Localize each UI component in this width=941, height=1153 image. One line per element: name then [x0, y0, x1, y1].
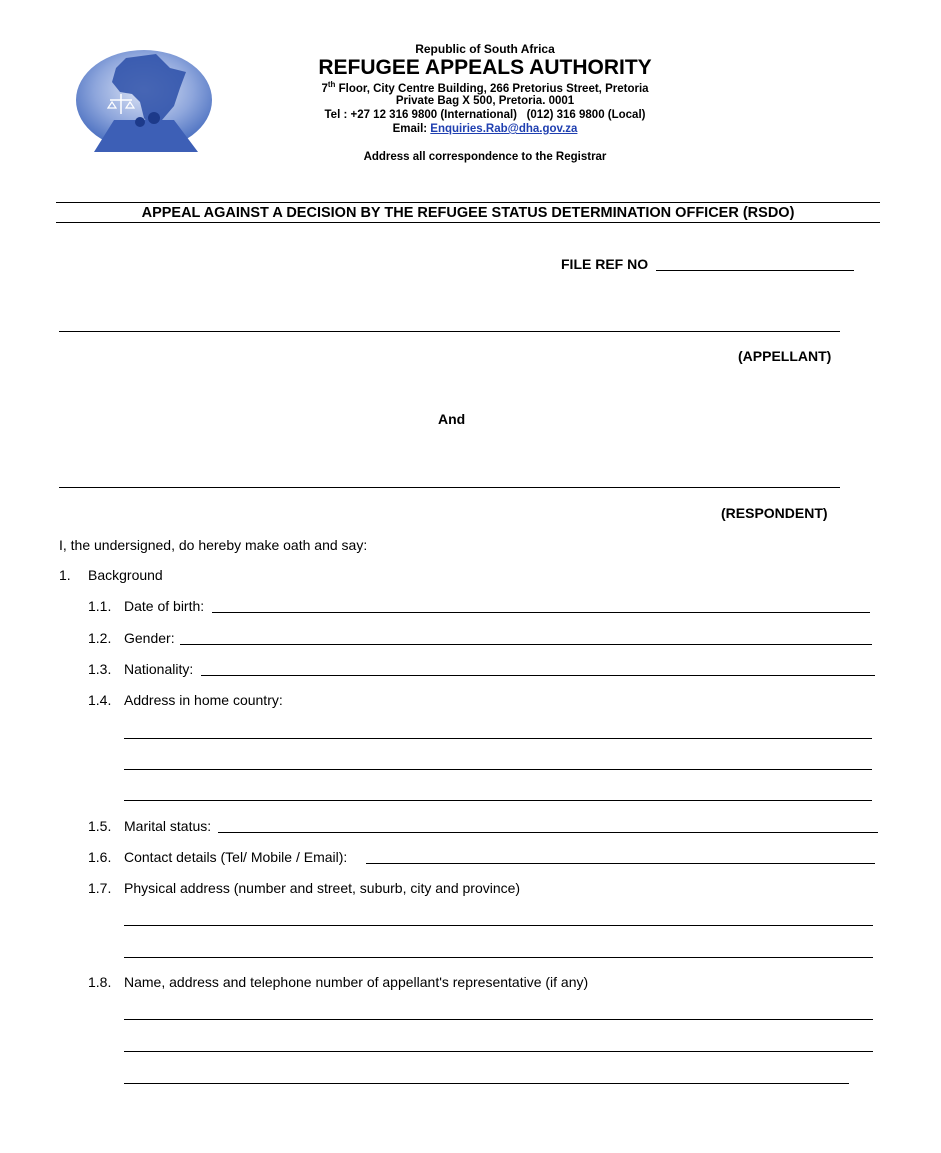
marital-status-field[interactable] — [218, 832, 878, 833]
appellant-label: (APPELLANT) — [738, 348, 832, 364]
nationality-field[interactable] — [201, 675, 875, 676]
address-line — [240, 80, 730, 95]
representative-field-line-2[interactable] — [124, 1051, 873, 1052]
dob-label: Date of birth: — [124, 598, 205, 614]
physical-address-label: Physical address (number and street, suburb, city and province) — [124, 880, 521, 896]
item-number: 1.8. — [88, 974, 112, 990]
authority-logo — [74, 48, 214, 156]
file-ref-label: FILE REF NO — [561, 256, 649, 272]
section-number: 1. — [59, 567, 71, 583]
floor-suffix: th — [327, 80, 336, 89]
item-number: 1.5. — [88, 818, 112, 834]
telephone-line: Tel : +27 12 316 9800 (International) (012) 316 9800 (Local) — [324, 109, 646, 121]
respondent-label: (RESPONDENT) — [721, 505, 828, 521]
home-address-field-line-1[interactable] — [124, 738, 872, 739]
respondent-name-field[interactable] — [59, 487, 840, 488]
marital-status-label: Marital status: — [124, 818, 212, 834]
email-line — [240, 123, 730, 135]
nationality-label: Nationality: — [124, 661, 194, 677]
gender-label: Gender: — [124, 630, 175, 646]
contact-details-label: Contact details (Tel/ Mobile / Email): — [124, 849, 348, 865]
email-link[interactable]: Enquiries.Rab@dha.gov.za — [430, 123, 578, 135]
form-title: APPEAL AGAINST A DECISION BY THE REFUGEE STATUS DETERMINATION OFFICER (RSDO) — [141, 205, 795, 221]
appellant-name-field[interactable] — [59, 331, 840, 332]
registrar-note: Address all correspondence to the Registrar — [363, 151, 607, 163]
item-number: 1.3. — [88, 661, 112, 677]
title-rule-top — [56, 202, 880, 203]
email-label: Email: — [392, 123, 428, 135]
physical-address-field-line-2[interactable] — [124, 957, 873, 958]
file-ref-field[interactable] — [656, 270, 854, 271]
and-label: And — [438, 411, 466, 427]
africa-scales-emblem-icon — [74, 48, 214, 156]
dob-field[interactable] — [212, 612, 870, 613]
item-number: 1.4. — [88, 692, 112, 708]
authority-name: REFUGEE APPEALS AUTHORITY — [318, 56, 652, 79]
home-address-label: Address in home country: — [124, 692, 283, 708]
item-number: 1.2. — [88, 630, 112, 646]
item-number: 1.1. — [88, 598, 112, 614]
representative-field-line-1[interactable] — [124, 1019, 873, 1020]
physical-address-field-line-1[interactable] — [124, 925, 873, 926]
item-number: 1.6. — [88, 849, 112, 865]
representative-label: Name, address and telephone number of appellant's representative (if any) — [124, 974, 589, 990]
item-number: 1.7. — [88, 880, 112, 896]
republic-line: Republic of South Africa — [415, 42, 555, 56]
floor-number: 7 — [321, 82, 328, 95]
home-address-field-line-2[interactable] — [124, 769, 872, 770]
postal-line: Private Bag X 500, Pretoria. 0001 — [395, 95, 575, 107]
address-text: Floor, City Centre Building, 266 Pretorius Street, Pretoria — [335, 82, 649, 95]
contact-details-field[interactable] — [366, 863, 875, 864]
section-title: Background — [88, 567, 163, 583]
title-rule-bottom — [56, 222, 880, 223]
home-address-field-line-3[interactable] — [124, 800, 872, 801]
oath-statement: I, the undersigned, do hereby make oath and say: — [59, 537, 368, 553]
representative-field-line-3[interactable] — [124, 1083, 849, 1084]
gender-field[interactable] — [180, 644, 872, 645]
